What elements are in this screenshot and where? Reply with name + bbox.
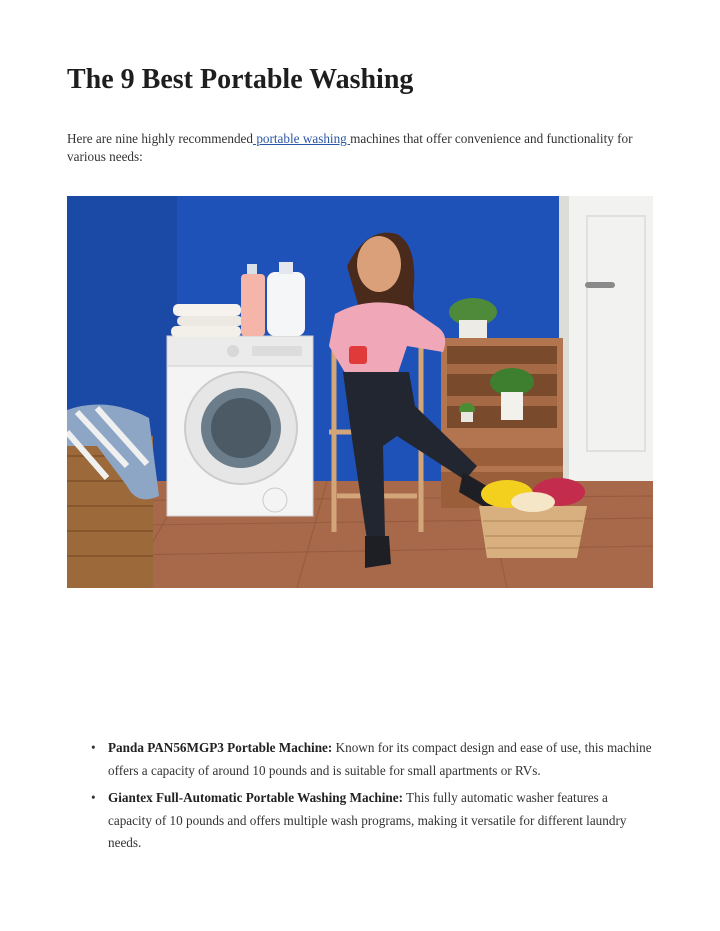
red-phone bbox=[349, 346, 367, 364]
folded-towel bbox=[173, 304, 241, 316]
pink-bottle bbox=[241, 274, 265, 336]
potted-plant bbox=[459, 403, 475, 422]
page-title: The 9 Best Portable Washing bbox=[67, 64, 414, 95]
product-description: Known for its compact design and ease of use, this machine offers a capacity of around 10 pounds and is suitable for small apartments or RVs. bbox=[108, 740, 652, 778]
wicker-basket-left bbox=[67, 405, 159, 588]
white-detergent-jug bbox=[267, 272, 305, 336]
list-item bbox=[108, 787, 653, 855]
door bbox=[567, 196, 653, 481]
door-handle bbox=[585, 282, 615, 288]
product-list bbox=[108, 737, 653, 860]
jug-cap bbox=[279, 262, 293, 274]
intro-paragraph bbox=[67, 130, 662, 166]
intro-text-end: machines that offer convenience and functionality for various needs: bbox=[67, 131, 633, 164]
product-description: This fully automatic washer features a capacity of 10 pounds and offers multiple wash programs, making it versatile for different laundry needs. bbox=[108, 790, 627, 850]
intro-text-start: Here are nine highly recommended bbox=[67, 131, 254, 146]
bottle-cap bbox=[247, 264, 257, 274]
list-item bbox=[108, 737, 653, 782]
folded-towel bbox=[171, 326, 241, 337]
washing-machine bbox=[167, 336, 313, 516]
woman-with-washing-machine-photo bbox=[67, 196, 653, 588]
product-name: Giantex Full-Automatic Portable Washing Machine: bbox=[108, 790, 403, 805]
product-name: Panda PAN56MGP3 Portable Machine: bbox=[108, 740, 333, 755]
portable-washing-link[interactable]: portable washing bbox=[253, 131, 351, 146]
folded-towel bbox=[177, 316, 243, 326]
